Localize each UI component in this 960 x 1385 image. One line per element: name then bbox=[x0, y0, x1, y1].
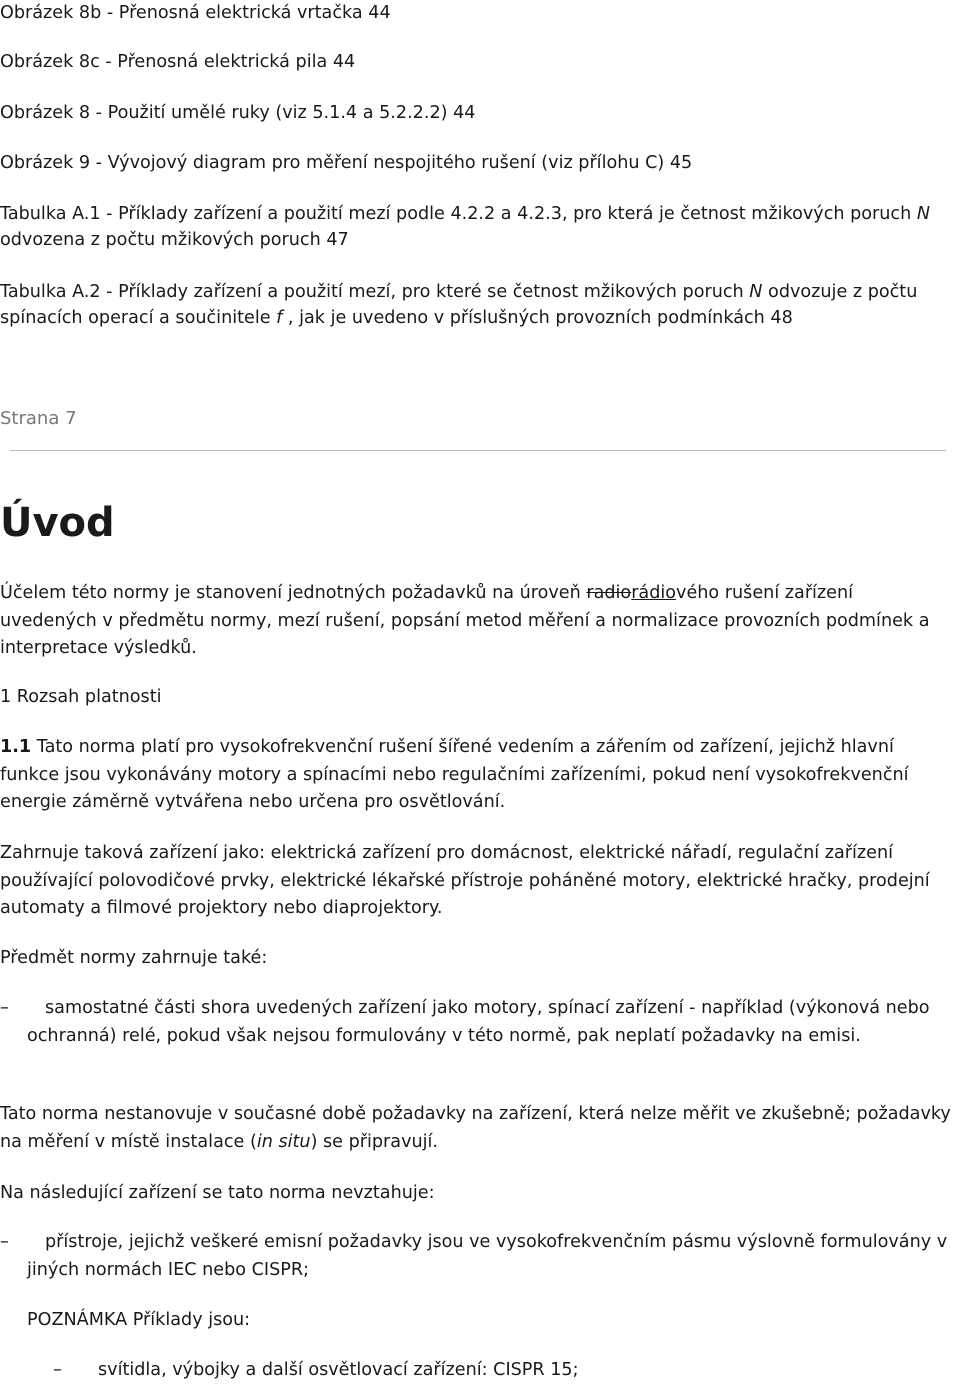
in-situ-text: Tato norma nestanovuje v současné době požadavky na zařízení, která nelze měřit ve zkušebně; požadavky na měření v místě instalace ( bbox=[0, 1104, 951, 1152]
intro-text: vého rušení zařízení uvedených v předmětu normy, mezí rušení, popsání metod měření a normalizace provozních podmínek a interpretace výsledků. bbox=[0, 583, 930, 658]
section-title: 1 Rozsah platnosti bbox=[0, 687, 162, 707]
toc-item-text: , jak je uvedeno v příslušných provozních podmínkách 48 bbox=[282, 308, 793, 328]
clause-number: 1.1 bbox=[0, 737, 32, 757]
intro-text: Účelem této normy je stanovení jednotných požadavků na úroveň bbox=[0, 583, 587, 603]
page-label: Strana 7 bbox=[0, 408, 77, 429]
bullet-dash: – bbox=[53, 1360, 62, 1380]
toc-item-text: Obrázek 8 - Použití umělé ruky (viz 5.1.4 a 5.2.2.2) 44 bbox=[0, 103, 476, 123]
in-situ-text: ) se připravují. bbox=[310, 1131, 439, 1152]
toc-item-figure-8c[interactable] bbox=[0, 49, 960, 75]
includes-paragraph: Zahrnuje taková zařízení jako: elektrická zařízení pro domácnost, elektrické nářadí, regulační zařízení používající polovodičové prvky, elektrické lékařské přístroje poháněné motory, elektrické hračky, prodejní automaty a filmové projektory nebo diaprojektory. bbox=[0, 843, 930, 918]
list-item-text: přístroje, jejichž veškeré emisní požadavky jsou ve vysokofrekvenčním pásmu výslovně formulovány v jiných normách IEC nebo CISPR; bbox=[27, 1232, 948, 1280]
intro-paragraph bbox=[0, 580, 952, 663]
in-situ-paragraph bbox=[0, 1101, 952, 1156]
list-item-text: svítidla, výbojky a další osvětlovací zařízení: CISPR 15; bbox=[98, 1360, 579, 1380]
page-heading: Úvod bbox=[0, 500, 115, 546]
toc-item-figure-9[interactable] bbox=[0, 150, 960, 176]
toc-item-table-a2[interactable] bbox=[0, 279, 960, 331]
toc-item-text: Obrázek 9 - Vývojový diagram pro měření nespojitého rušení (viz přílohu C) 45 bbox=[0, 153, 693, 173]
in-situ-italic: in situ bbox=[256, 1131, 311, 1152]
toc-item-italic: N bbox=[916, 204, 931, 224]
list-item bbox=[0, 1229, 952, 1284]
toc-item-figure-8b[interactable] bbox=[0, 0, 960, 26]
page-divider bbox=[10, 450, 946, 451]
toc-item-table-a1[interactable] bbox=[0, 201, 960, 253]
also-intro-paragraph: Předmět normy zahrnuje také: bbox=[0, 948, 268, 968]
toc-item-text: Tabulka A.1 - Příklady zařízení a použití mezí podle 4.2.2 a 4.2.3, pro která je četnost mžikových poruch bbox=[0, 204, 917, 224]
inserted-text: rádio bbox=[631, 583, 677, 603]
list-item bbox=[0, 995, 952, 1050]
bullet-dash: – bbox=[0, 1232, 9, 1252]
clause-text: Tato norma platí pro vysokofrekvenční rušení šířené vedením a zářením od zařízení, jejichž hlavní funkce jsou vykonávány motory a spínacími nebo regulačními zařízeními, pokud není vysokofrekvenční energie záměrně vytvářena nebo určena pro osvětlování. bbox=[0, 737, 909, 812]
note-label: POZNÁMKA Příklady jsou: bbox=[27, 1310, 251, 1330]
excluded-intro-paragraph: Na následující zařízení se tato norma nevztahuje: bbox=[0, 1183, 435, 1203]
clause-paragraph bbox=[0, 734, 952, 817]
toc-item-italic: f bbox=[276, 308, 283, 328]
toc-item-italic: N bbox=[749, 282, 763, 302]
bullet-dash: – bbox=[0, 998, 9, 1018]
toc-item-figure-8[interactable] bbox=[0, 100, 960, 126]
toc-item-text: Obrázek 8b - Přenosná elektrická vrtačka 44 bbox=[0, 3, 391, 23]
toc-item-text: odvozena z počtu mžikových poruch 47 bbox=[0, 230, 349, 250]
list-item-text: samostatné části shora uvedených zařízení jako motory, spínací zařízení - například (výkonová nebo ochranná) relé, pokud však nejsou formulovány v této normě, pak neplatí požadavky na emisi. bbox=[27, 998, 930, 1046]
deleted-text: radio bbox=[586, 583, 632, 603]
list-item bbox=[0, 1357, 579, 1385]
toc-item-text: Tabulka A.2 - Příklady zařízení a použití mezí, pro které se četnost mžikových poruch bbox=[0, 282, 750, 302]
toc-item-text: Obrázek 8c - Přenosná elektrická pila 44 bbox=[0, 52, 356, 72]
toc-item-text: odvozuje z počtu spínacích operací a součinitele bbox=[0, 282, 918, 328]
